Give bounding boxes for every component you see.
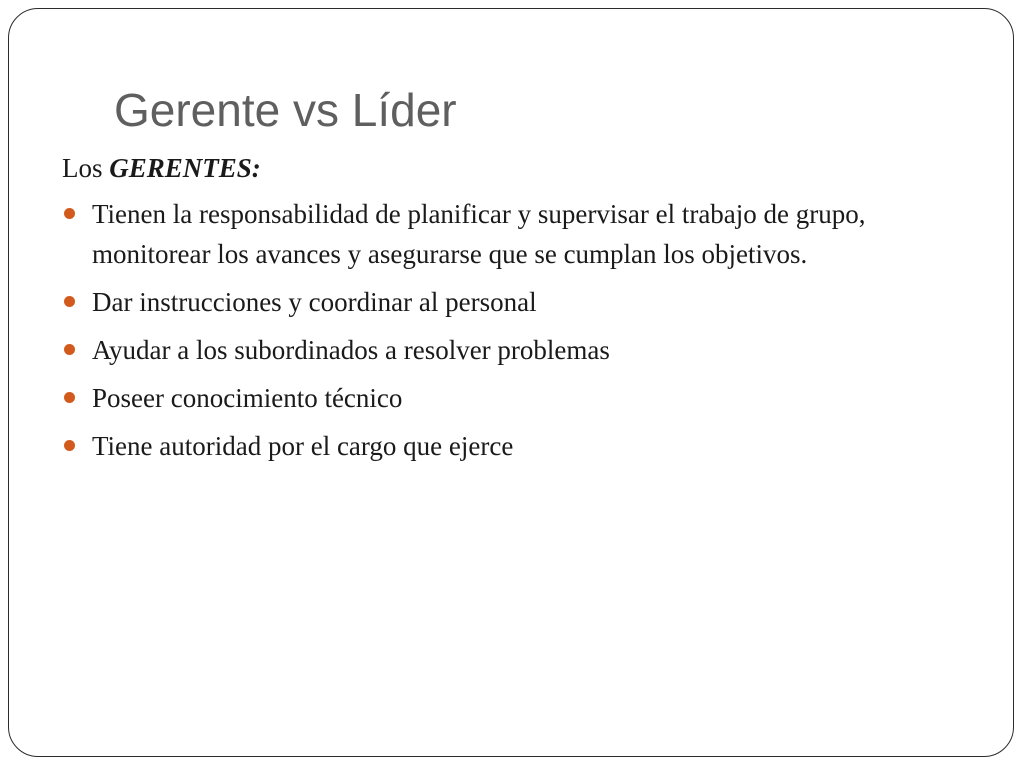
bullet-item — [62, 426, 962, 466]
bullet-dot-icon — [64, 208, 75, 219]
intro-emphasis: GERENTES: — [109, 153, 261, 183]
bullet-text: Tiene autoridad por el cargo que ejerce — [92, 431, 514, 461]
bullet-dot-icon — [64, 344, 75, 355]
bullet-text: Tienen la responsabilidad de planificar y supervisar el trabajo de grupo, monitorear los avances y asegurarse que se cumplan los objetivos. — [92, 199, 866, 269]
bullet-dot-icon — [64, 296, 75, 307]
bullet-item — [62, 330, 962, 370]
bullet-text: Ayudar a los subordinados a resolver problemas — [92, 335, 610, 365]
bullet-dot-icon — [64, 392, 75, 403]
bullet-item — [62, 282, 962, 322]
bullet-list — [62, 194, 962, 466]
intro-line — [62, 150, 962, 186]
bullet-item — [62, 378, 962, 418]
bullet-dot-icon — [64, 440, 75, 451]
slide-content — [62, 150, 962, 474]
bullet-text: Dar instrucciones y coordinar al personal — [92, 287, 537, 317]
slide-title: Gerente vs Líder — [114, 84, 457, 136]
intro-prefix: Los — [62, 153, 110, 183]
bullet-item — [62, 194, 962, 274]
bullet-text: Poseer conocimiento técnico — [92, 383, 403, 413]
